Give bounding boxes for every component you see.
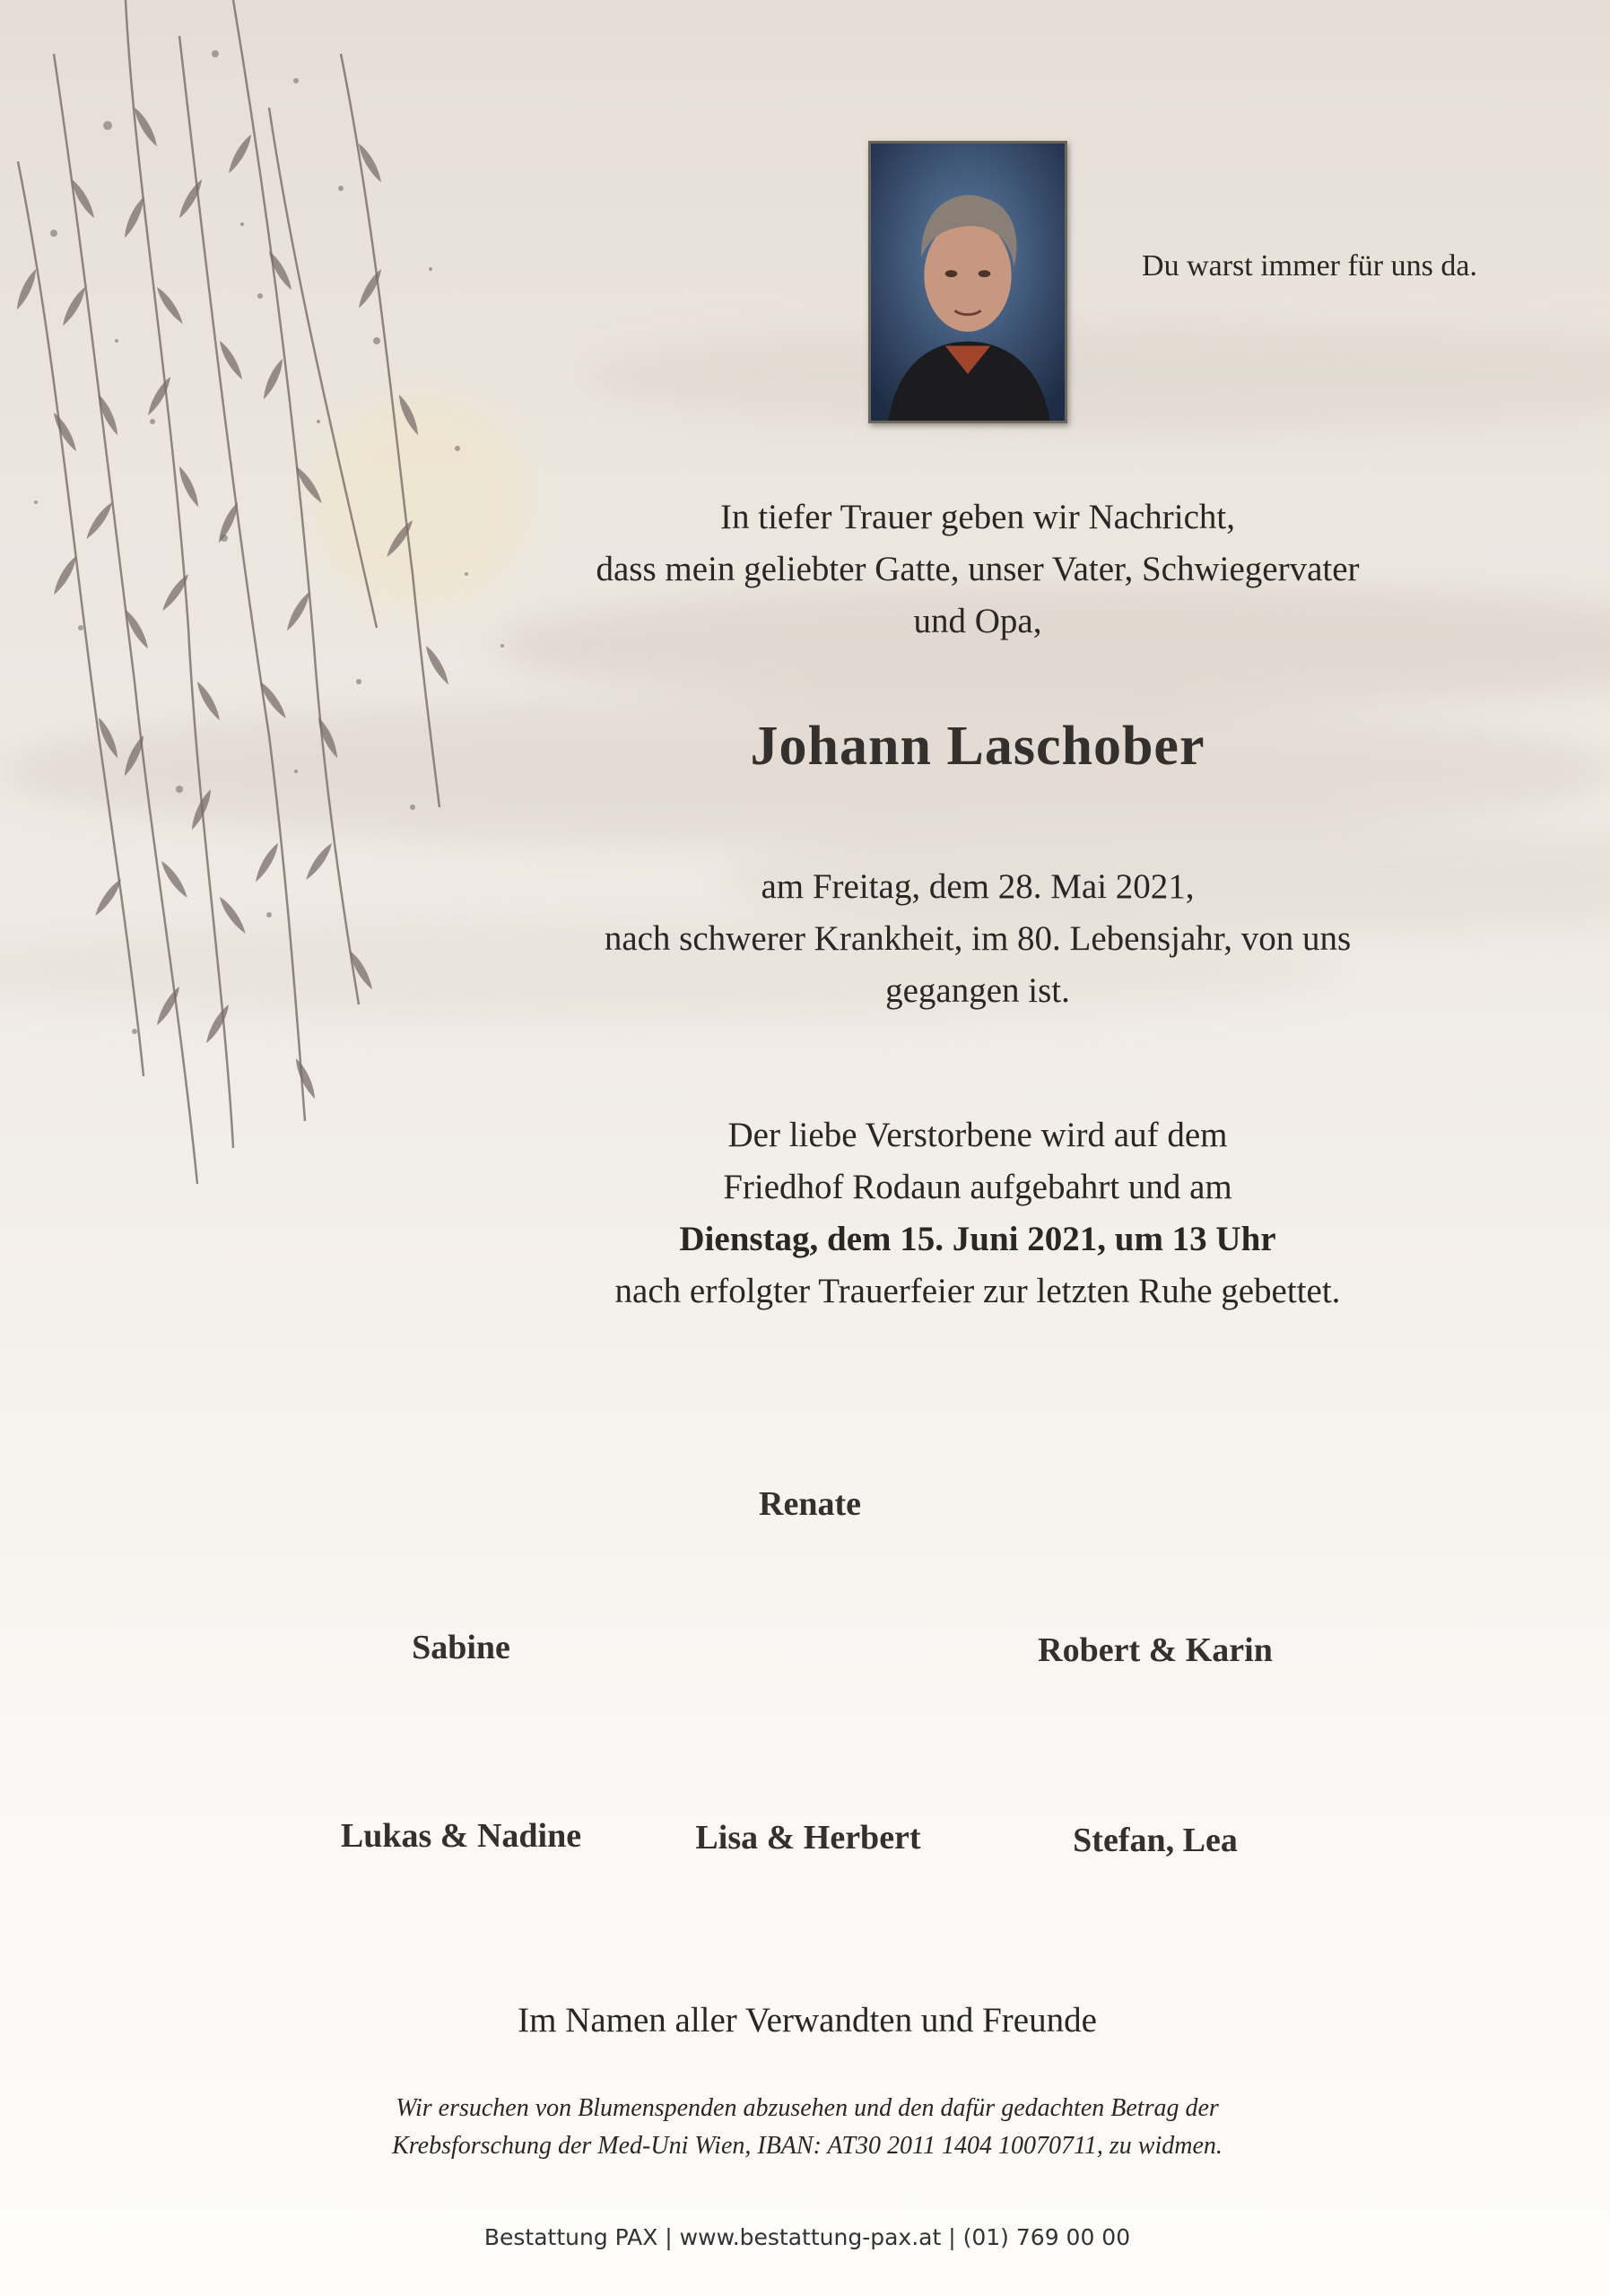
portrait-photo bbox=[868, 141, 1067, 423]
mourner-spouse: Renate bbox=[759, 1485, 861, 1523]
funeral-line: Friedhof Rodaun aufgebahrt und am bbox=[723, 1168, 1232, 1206]
deceased-name: Johann Laschober bbox=[750, 716, 1205, 777]
funeral-line: nach erfolgter Trauerfeier zur letzten Ruhe gebettet. bbox=[614, 1272, 1341, 1310]
mourner-grandchild: Stefan, Lea bbox=[1073, 1822, 1238, 1859]
willow-branches-illustration bbox=[0, 0, 574, 1300]
donation-line: Wir ersuchen von Blumenspenden abzusehen und den dafür gedachten Betrag der bbox=[396, 2094, 1219, 2122]
mourner-child: Sabine bbox=[412, 1629, 510, 1666]
mourner-grandchild: Lisa & Herbert bbox=[695, 1819, 921, 1857]
mourner-child: Robert & Karin bbox=[1038, 1631, 1273, 1669]
donation-request bbox=[314, 2090, 1301, 2165]
intro-line: In tiefer Trauer geben wir Nachricht, bbox=[720, 498, 1235, 536]
closing-line: Im Namen aller Verwandten und Freunde bbox=[518, 2001, 1097, 2039]
death-line: am Freitag, dem 28. Mai 2021, bbox=[761, 867, 1195, 906]
intro-line: dass mein geliebter Gatte, unser Vater, Schwiegervater bbox=[596, 550, 1360, 588]
funeral-line: Der liebe Verstorbene wird auf dem bbox=[727, 1116, 1228, 1154]
death-line: gegangen ist. bbox=[885, 971, 1070, 1010]
funeral-home-footer: Bestattung PAX | www.bestattung-pax.at | (01) 769 00 00 bbox=[483, 2224, 1131, 2250]
death-line: nach schwerer Krankheit, im 80. Lebensjahr, von uns bbox=[604, 919, 1352, 958]
funeral-details bbox=[484, 1109, 1471, 1318]
mourner-grandchild: Lukas & Nadine bbox=[340, 1817, 582, 1855]
announcement-intro bbox=[484, 491, 1471, 648]
donation-line: Krebsforschung der Med-Uni Wien, IBAN: AT30 2011 1404 10070711, zu widmen. bbox=[392, 2132, 1223, 2160]
death-notice bbox=[484, 861, 1471, 1017]
intro-line: und Opa, bbox=[913, 602, 1042, 640]
funeral-date: Dienstag, dem 15. Juni 2021, um 13 Uhr bbox=[679, 1220, 1276, 1258]
motto-text: Du warst immer für uns da. bbox=[1142, 249, 1477, 283]
